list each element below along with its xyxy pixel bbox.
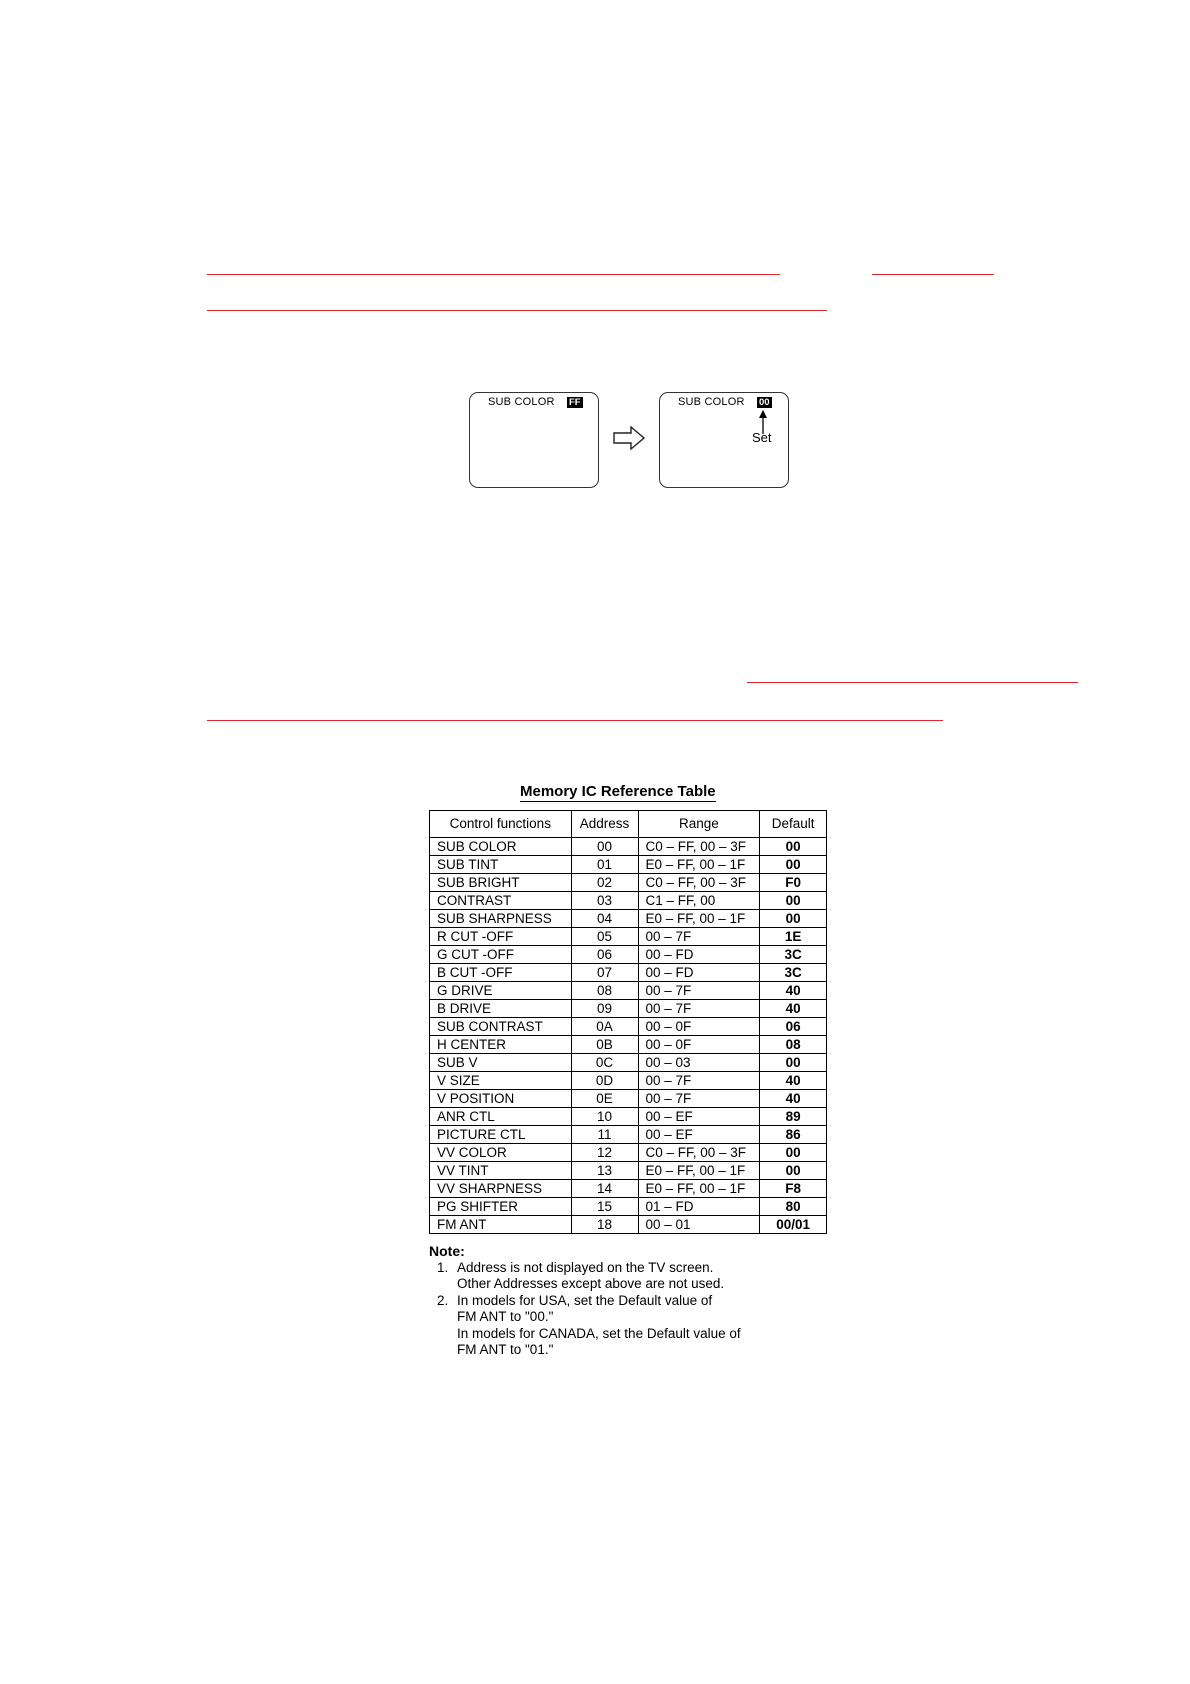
cell-range: 00 – 7F xyxy=(638,1072,760,1090)
cell-address: 07 xyxy=(571,964,638,982)
cell-address: 04 xyxy=(571,910,638,928)
red-underline-1 xyxy=(207,274,780,275)
cell-address: 05 xyxy=(571,928,638,946)
note-line: Address is not displayed on the TV screen. xyxy=(457,1259,714,1275)
cell-range: 00 – FD xyxy=(638,946,760,964)
cell-control-function: H CENTER xyxy=(430,1036,572,1054)
cell-address: 14 xyxy=(571,1180,638,1198)
cell-address: 10 xyxy=(571,1108,638,1126)
note-line: In models for USA, set the Default value of xyxy=(457,1292,713,1308)
cell-default: F8 xyxy=(760,1180,827,1198)
cell-control-function: B DRIVE xyxy=(430,1000,572,1018)
cell-control-function: SUB CONTRAST xyxy=(430,1018,572,1036)
cell-address: 06 xyxy=(571,946,638,964)
note-line: FM ANT to "00." xyxy=(457,1309,554,1324)
table-row xyxy=(430,1000,827,1018)
cell-range: E0 – FF, 00 – 1F xyxy=(638,910,760,928)
cell-range: E0 – FF, 00 – 1F xyxy=(638,1180,760,1198)
table-row xyxy=(430,1180,827,1198)
table-row xyxy=(430,838,827,856)
cell-range: C0 – FF, 00 – 3F xyxy=(638,1144,760,1162)
table-title: Memory IC Reference Table xyxy=(520,783,716,800)
cell-control-function: V POSITION xyxy=(430,1090,572,1108)
cell-range: 00 – 7F xyxy=(638,1000,760,1018)
cell-control-function: CONTRAST xyxy=(430,892,572,910)
red-underline-5 xyxy=(207,720,943,721)
header-default: Default xyxy=(760,811,827,838)
cell-control-function: VV COLOR xyxy=(430,1144,572,1162)
cell-address: 0D xyxy=(571,1072,638,1090)
table-row xyxy=(430,874,827,892)
screen-value: FF xyxy=(569,397,581,408)
cell-address: 18 xyxy=(571,1216,638,1234)
note-number: 1. xyxy=(437,1259,449,1275)
cell-control-function: R CUT -OFF xyxy=(430,928,572,946)
header-control-functions: Control functions xyxy=(430,811,572,838)
cell-range: 01 – FD xyxy=(638,1198,760,1216)
cell-control-function: SUB COLOR xyxy=(430,838,572,856)
cell-range: C0 – FF, 00 – 3F xyxy=(638,874,760,892)
cell-default: 40 xyxy=(760,1000,827,1018)
cell-range: E0 – FF, 00 – 1F xyxy=(638,856,760,874)
table-row xyxy=(430,928,827,946)
memory-ic-reference-table xyxy=(429,810,827,1234)
cell-address: 15 xyxy=(571,1198,638,1216)
header-address: Address xyxy=(571,811,638,838)
table-row xyxy=(430,1108,827,1126)
cell-default: 3C xyxy=(760,946,827,964)
cell-range: 00 – 0F xyxy=(638,1018,760,1036)
cell-default: 86 xyxy=(760,1126,827,1144)
note-item-2 xyxy=(429,1293,741,1310)
cell-default: 00 xyxy=(760,892,827,910)
cell-default: 00 xyxy=(760,1162,827,1180)
cell-default: 00 xyxy=(760,910,827,928)
screen-value: 00 xyxy=(759,397,770,408)
cell-control-function: B CUT -OFF xyxy=(430,964,572,982)
cell-control-function: G DRIVE xyxy=(430,982,572,1000)
note-item-1 xyxy=(429,1260,741,1277)
red-underline-4 xyxy=(747,682,1078,683)
table-row xyxy=(430,1036,827,1054)
cell-control-function: PG SHIFTER xyxy=(430,1198,572,1216)
cell-default: 00/01 xyxy=(760,1216,827,1234)
cell-address: 12 xyxy=(571,1144,638,1162)
table-row xyxy=(430,1144,827,1162)
table-row xyxy=(430,946,827,964)
cell-address: 09 xyxy=(571,1000,638,1018)
screen-label: SUB COLOR xyxy=(488,396,555,408)
table-row xyxy=(430,1198,827,1216)
cell-default: 00 xyxy=(760,1144,827,1162)
note-line: FM ANT to "01." xyxy=(457,1342,554,1357)
cell-control-function: SUB SHARPNESS xyxy=(430,910,572,928)
cell-control-function: ANR CTL xyxy=(430,1108,572,1126)
cell-range: 00 – 01 xyxy=(638,1216,760,1234)
cell-range: 00 – 0F xyxy=(638,1036,760,1054)
cell-default: 00 xyxy=(760,1054,827,1072)
note-line: Other Addresses except above are not used. xyxy=(457,1276,725,1291)
cell-control-function: SUB V xyxy=(430,1054,572,1072)
red-underline-2 xyxy=(872,274,994,275)
cell-control-function: SUB TINT xyxy=(430,856,572,874)
cell-control-function: V SIZE xyxy=(430,1072,572,1090)
note-heading: Note: xyxy=(429,1243,465,1259)
table-row xyxy=(430,1072,827,1090)
cell-default: 89 xyxy=(760,1108,827,1126)
table-row xyxy=(430,964,827,982)
cell-range: E0 – FF, 00 – 1F xyxy=(638,1162,760,1180)
cell-control-function: SUB BRIGHT xyxy=(430,874,572,892)
hollow-right-arrow-icon xyxy=(612,424,646,452)
table-row xyxy=(430,892,827,910)
cell-default: 3C xyxy=(760,964,827,982)
cell-range: 00 – 7F xyxy=(638,1090,760,1108)
cell-address: 11 xyxy=(571,1126,638,1144)
cell-default: 06 xyxy=(760,1018,827,1036)
cell-default: 40 xyxy=(760,1090,827,1108)
cell-range: C0 – FF, 00 – 3F xyxy=(638,838,760,856)
note-number: 2. xyxy=(437,1292,449,1308)
table-row xyxy=(430,1162,827,1180)
cell-default: 08 xyxy=(760,1036,827,1054)
cell-address: 13 xyxy=(571,1162,638,1180)
cell-address: 0B xyxy=(571,1036,638,1054)
cell-control-function: VV TINT xyxy=(430,1162,572,1180)
table-row xyxy=(430,910,827,928)
cell-address: 0A xyxy=(571,1018,638,1036)
cell-address: 08 xyxy=(571,982,638,1000)
cell-range: C1 – FF, 00 xyxy=(638,892,760,910)
table-body xyxy=(430,838,827,1234)
note-line: In models for CANADA, set the Default value of xyxy=(457,1325,741,1341)
cell-default: 00 xyxy=(760,838,827,856)
table-row xyxy=(430,1018,827,1036)
cell-range: 00 – EF xyxy=(638,1108,760,1126)
cell-default: 80 xyxy=(760,1198,827,1216)
cell-control-function: VV SHARPNESS xyxy=(430,1180,572,1198)
cell-control-function: G CUT -OFF xyxy=(430,946,572,964)
set-label: Set xyxy=(752,430,772,445)
cell-default: 40 xyxy=(760,982,827,1000)
cell-address: 00 xyxy=(571,838,638,856)
cell-address: 0C xyxy=(571,1054,638,1072)
note-block xyxy=(429,1243,741,1359)
cell-range: 00 – EF xyxy=(638,1126,760,1144)
cell-address: 02 xyxy=(571,874,638,892)
cell-range: 00 – FD xyxy=(638,964,760,982)
red-underline-3 xyxy=(207,310,827,311)
tv-screen-before xyxy=(469,392,599,488)
cell-address: 03 xyxy=(571,892,638,910)
header-range: Range xyxy=(638,811,760,838)
cell-range: 00 – 7F xyxy=(638,928,760,946)
cell-address: 0E xyxy=(571,1090,638,1108)
table-row xyxy=(430,1090,827,1108)
cell-range: 00 – 03 xyxy=(638,1054,760,1072)
table-row xyxy=(430,982,827,1000)
screen-label: SUB COLOR xyxy=(678,396,745,408)
cell-range: 00 – 7F xyxy=(638,982,760,1000)
cell-address: 01 xyxy=(571,856,638,874)
cell-control-function: FM ANT xyxy=(430,1216,572,1234)
cell-default: 1E xyxy=(760,928,827,946)
cell-default: 00 xyxy=(760,856,827,874)
table-header-row xyxy=(430,811,827,838)
cell-default: 40 xyxy=(760,1072,827,1090)
cell-control-function: PICTURE CTL xyxy=(430,1126,572,1144)
table-row xyxy=(430,1216,827,1234)
table-row xyxy=(430,1126,827,1144)
cell-default: F0 xyxy=(760,874,827,892)
table-row xyxy=(430,1054,827,1072)
table-row xyxy=(430,856,827,874)
